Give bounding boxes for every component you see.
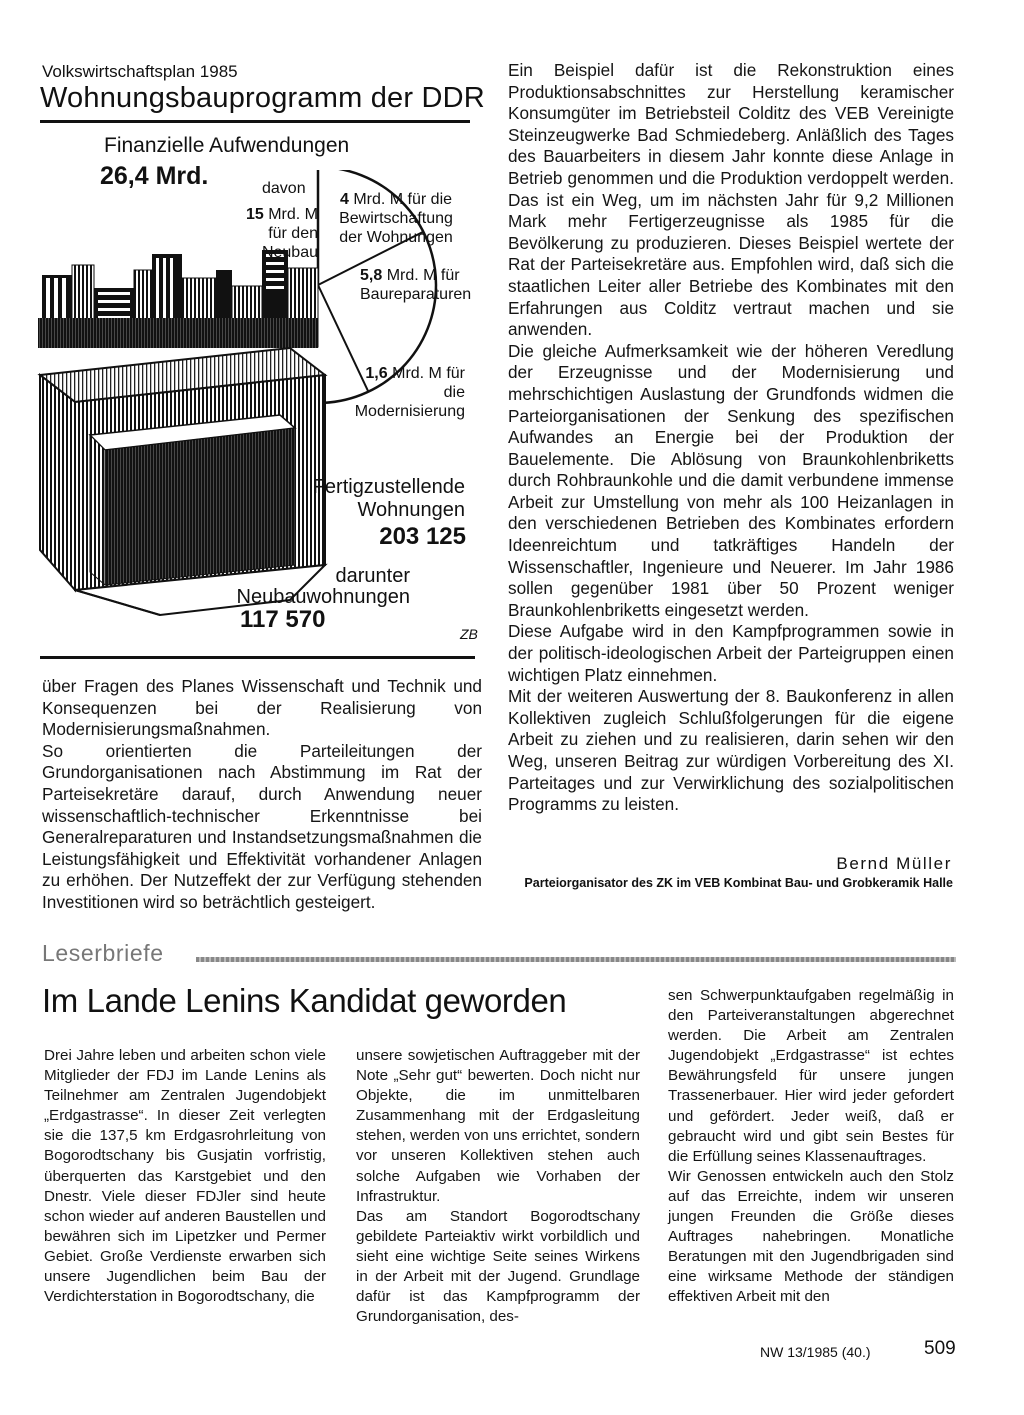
pie-label-modernisierung-num: 1,6 (365, 365, 388, 382)
pie-label-neubau-num: 15 (245, 206, 264, 223)
right-paragraph-1: Ein Beispiel dafür ist die Rekonstruktion eines Produktionsabschnittes zur Herstellung keramischer Konsumgüter im Betriebsteil Colditz des VEB Vereinigte Steinzeugwerke Bad Schmiedeberg. Anläßlich des Tages des Bauarbeiters in diesem Jahr konnte diese Anlage in Betrieb genommen und die Produktion verdoppelt werden. Das ist ein Weg, um im nächsten Jahr für 9,2 Millionen Mark mehr Fertigerzeugnisse als 1985 für die Bevölkerung zu produzieren. Dieses Beispiel wertete der Rat der Parteisekretäre aus. Empfohlen wird, daß sich die staatlichen Leiter aller Betriebe des Kombinates mit den Erfahrungen aus Colditz vertraut machen und sie anwenden. (508, 60, 954, 340)
right-paragraph-4: Mit der weiteren Auswertung der 8. Baukonferenz in allen Kollektiven zugleich Schlußfolgerungen für die eigene Arbeit zu ziehen und zu realisieren, darin sehen wir den Weg, unseren Beitrag zur würdigen Vorbereitung des XI. Parteitages und zur Verwirklichung des sozialpolitischen Programms zu leisten. (508, 686, 954, 815)
pie-label-davon: davon (262, 180, 306, 197)
right-paragraph-3: Diese Aufgabe wird in den Kampfprogrammen sowie in der politisch-ideologischen Arbeit der Parteigruppen einen wichtigen Platz einnehmen. (508, 621, 954, 685)
letter-col3-para-1: sen Schwerpunktaufgaben regelmäßig in den Parteiveranstaltungen abgerechnet werden. Die Arbeit am Zentralen Jugendobjekt „Erdgastrasse“ ist echtes Bewährungsfeld für unsere jungen Trassenerbauer. Hier wird jeder gefordert und gefördert. Jeder weiß, daß er gebraucht wird und gibt sein Bestes für die Erfüllung seines Klassenauftrages. (668, 987, 954, 1165)
left-paragraph-2: So orientierten die Parteileitungen der Grundorganisationen nach Abstimmung im Rat der Parteisekretäre darauf, durch Anwendung neuer wissenschaftlich-technischer Erkenntnisse bei Generalreparaturen und Instandsetzungsmaßnahmen die Leistungsfähigkeit und Effektivität vorhandener Anlagen zu erhöhen. Der Nutzeffekt der zur Verfügung stehenden Investitionen wird so beträchtlich gesteigert. (42, 740, 482, 912)
pie-label-baureparaturen-text: Mrd. M für Baureparaturen (360, 267, 472, 303)
pie-label-neubau (228, 205, 318, 262)
letter-col1-text: Drei Jahre leben und arbeiten schon viele Mitglieder der FDJ im Lande Lenins als Teilnehmer am Zentralen Jugendobjekt „Erdgastrasse“. In dieser Zeit verlegten sie die 137,5 km Erdgasrohrleitung von Bogorodtschany bis Gusjatin vorfristig, überquerten das Karstgebiet und den Dnestr. Viele dieser FDJler sind heute schon wieder auf anderen Baustellen und bewähren sich im Lipetzker und Permer Gebiet. Große Verdienste erwarben sich unsere Jugendlichen beim Bau der Verdichterstation in Bogorodtschany, die (44, 1047, 326, 1306)
letter-col3-para-2: Wir Genossen entwickeln auch den Stolz auf das Erreichte, indem wir unseren jungen Freunden die Größe dieses Auftrages nahebringen. Monatliche Beratungen mit den Jugendbrigaden sind eine wirksame Methode der ständigen effektiven Arbeit mit den (668, 1167, 954, 1306)
pie-label-bewirtschaftung-text: Mrd. M für die Bewirtschaftung der Wohnungen (339, 191, 453, 246)
figure-kicker: Volkswirtschaftsplan 1985 (42, 62, 238, 81)
pie-label-modernisierung-text: Mrd. M für die Modernisierung (354, 365, 465, 420)
left-column (42, 676, 482, 914)
left-paragraph-1: über Fragen des Planes Wissenschaft und Technik und Konsequenzen bei der Realisierung von Modernisierungsmaßnahmen. (42, 676, 482, 740)
letter-col2-para-1: unsere sowjetischen Auftraggeber mit der Note „Sehr gut“ bewerten. Doch nicht nur Objekte, die im unmittelbaren Zusammenhang mit der Erdgasleitung stehen, werden von uns errichtet, sondern vor unseren Kollektiven stehen auch solche Aufgaben wie Vorhaben der Infrastruktur. (356, 1047, 640, 1205)
image-credit: ZB (460, 626, 478, 642)
page-number: 509 (924, 1338, 956, 1359)
skyline-illustration (38, 250, 318, 348)
pie-label-bewirtschaftung (327, 190, 465, 247)
figure-title: Wohnungsbauprogramm der DDR (40, 82, 485, 114)
issue-label: NW 13/1985 (40.) (760, 1344, 871, 1360)
author-name: Bernd Müller (836, 854, 952, 873)
fertigzustellende-label: Fertigzustellende Wohnungen (312, 476, 465, 521)
author-role: Parteiorganisator des ZK im VEB Kombinat Bau- und Grobkeramik Halle (524, 876, 953, 890)
figure-top-rule (40, 120, 470, 123)
article-headline: Im Lande Lenins Kandidat geworden (42, 982, 567, 1019)
pie-label-bewirtschaftung-num: 4 (339, 191, 349, 208)
letter-column-3 (668, 986, 954, 1308)
right-paragraph-2: Die gleiche Aufmerksamkeit wie der höheren Veredlung der Erzeugnisse und der Modernisierung und mehrschichtigen Auslastung der Grundfonds widmen die Parteiorganisationen der Senkung des spezifischen Aufwandes an Energie bei der Produktion der Bauelemente. Die Ablösung von Braunkohlenbriketts durch Rohbraunkohle und die damit verbundene immense Arbeit zur Umstellung von mehr als 100 Heizanlagen in den verschiedenen Betrieben des Kombinates erfordern Ideenreichtum und tatkräftiges Handeln der Wissenschaftler, Ingenieure und Neuerer. Im Jahr 1986 sollen gegenüber 1981 über 50 Prozent weniger Braunkohlenbriketts eingesetzt werden. (508, 340, 954, 620)
letter-column-2 (356, 1046, 640, 1327)
financing-label: Finanzielle Aufwendungen (104, 134, 350, 157)
darunter-value: 117 570 (240, 606, 326, 633)
darunter-label: darunter Neubauwohnungen (236, 565, 410, 608)
letter-col2-para-2: Das am Standort Bogorodtschany gebildete Parteiaktiv wirkt vorbildlich und sieht eine wichtige Seite seines Wirkens in der Arbeit mit der Jugend. Grundlage dafür ist das Kampfprogramm der Grundorganisation, des- (356, 1207, 640, 1326)
pie-label-baureparaturen (360, 266, 472, 304)
section-label: Leserbriefe (42, 940, 164, 966)
section-divider (196, 957, 956, 962)
fertigzustellende-value: 203 125 (379, 523, 466, 550)
letter-column-1 (44, 1046, 326, 1307)
figure-bottom-rule (40, 656, 475, 659)
right-column (508, 60, 954, 816)
pie-label-neubau-text: Mrd. M für den Neubau (261, 206, 318, 261)
pie-label-baureparaturen-num: 5,8 (360, 267, 383, 284)
pie-label-modernisierung (340, 364, 465, 421)
financing-value: 26,4 Mrd. (100, 162, 209, 190)
